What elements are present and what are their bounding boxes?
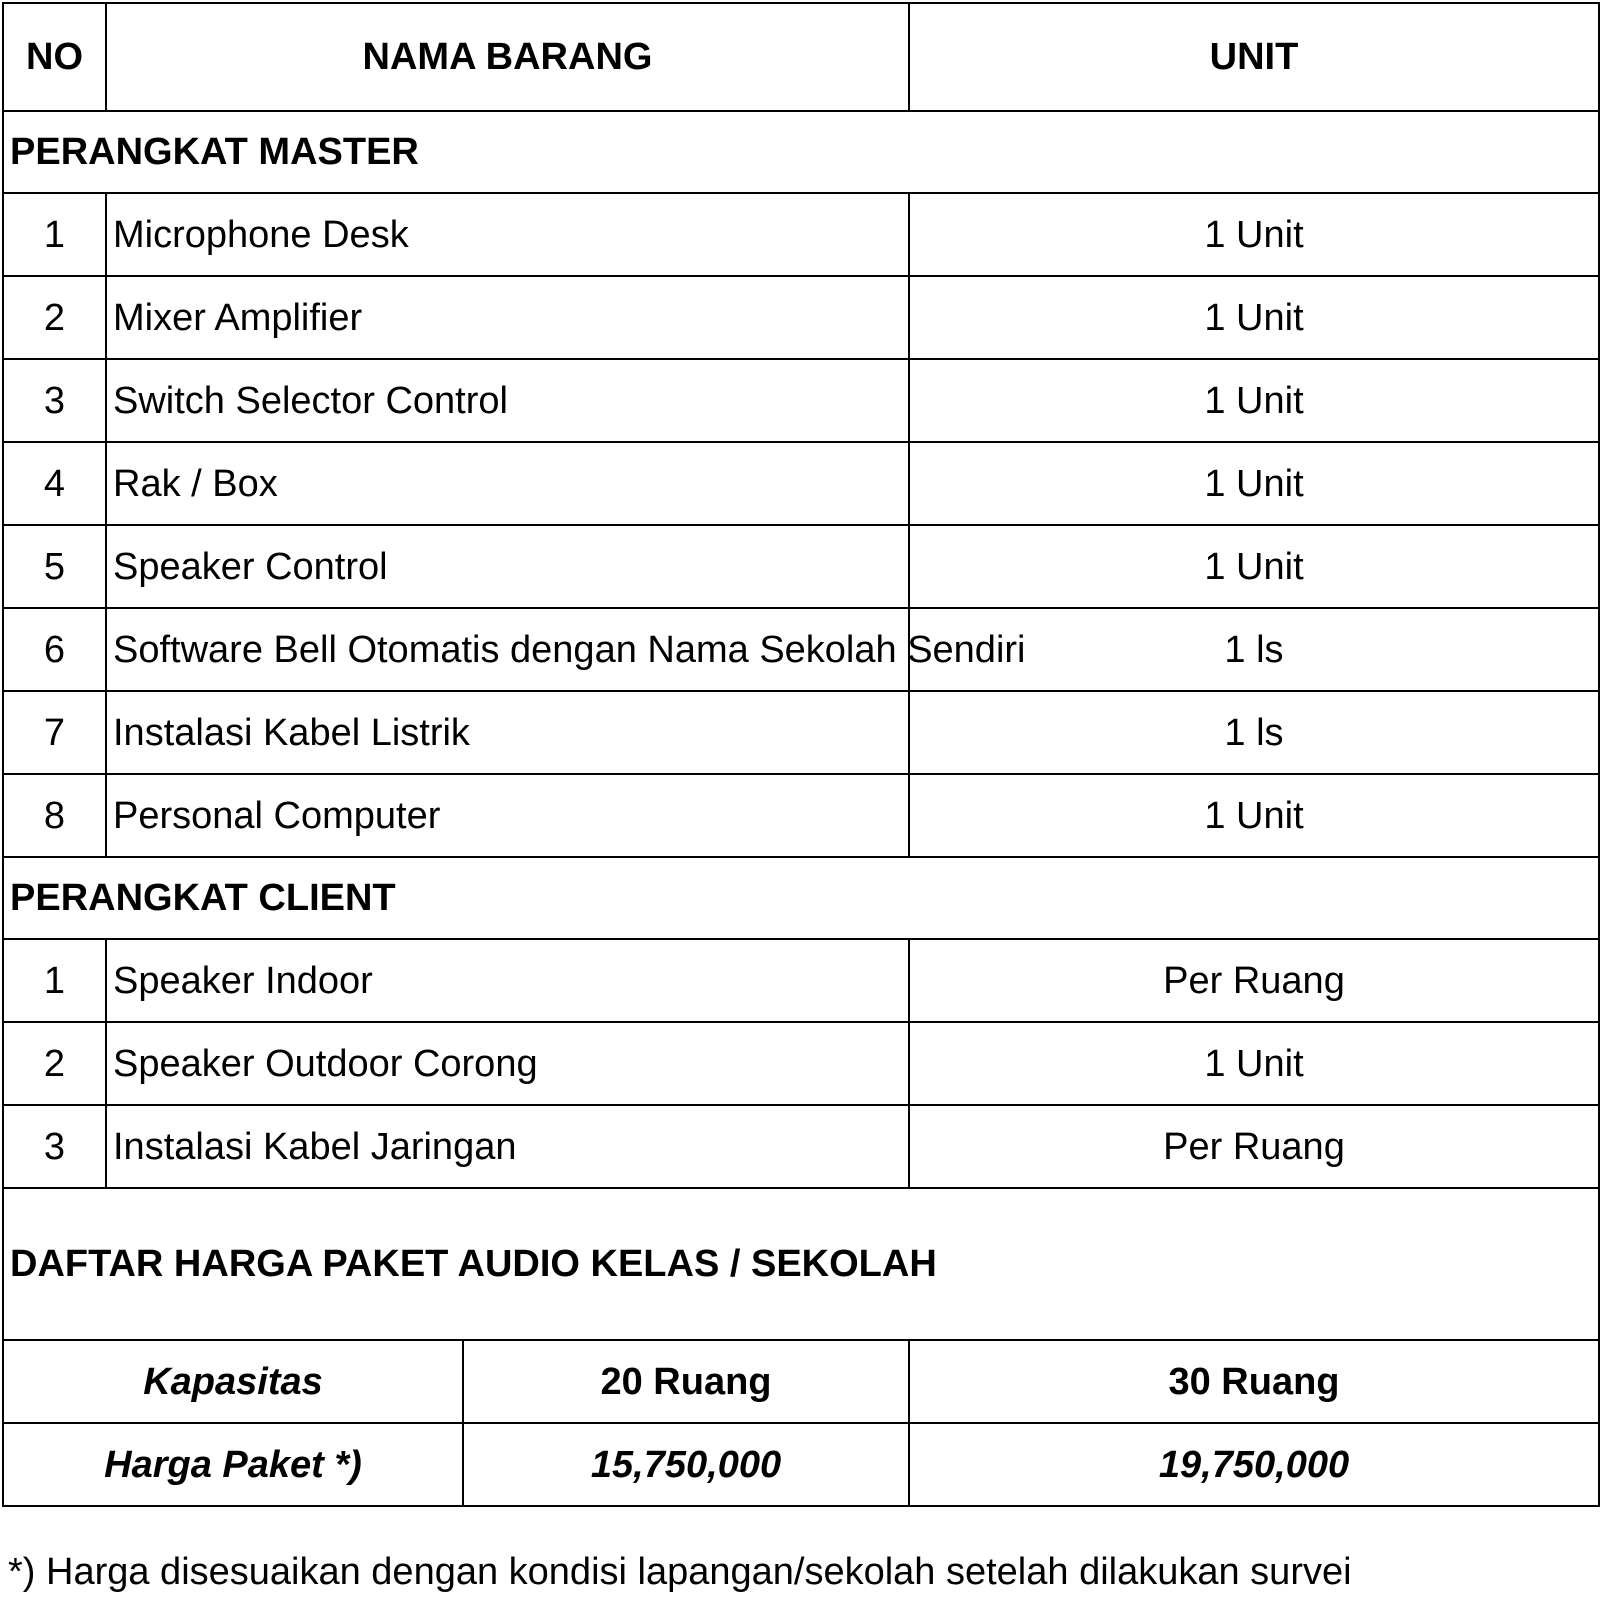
- item-no: 7: [3, 691, 106, 774]
- equipment-table: [2, 2, 1600, 1507]
- item-no: 2: [3, 1022, 106, 1105]
- table-row: [3, 525, 1599, 608]
- table-row: [3, 193, 1599, 276]
- section-row-client: [3, 857, 1599, 939]
- item-name: Instalasi Kabel Listrik: [106, 691, 909, 774]
- table-row: [3, 774, 1599, 857]
- item-unit: Per Ruang: [909, 939, 1599, 1022]
- item-no: 1: [3, 939, 106, 1022]
- price-list-title: DAFTAR HARGA PAKET AUDIO KELAS / SEKOLAH: [3, 1188, 1599, 1340]
- item-unit: Per Ruang: [909, 1105, 1599, 1188]
- item-name: Mixer Amplifier: [106, 276, 909, 359]
- equipment-sheet: [2, 2, 1598, 1507]
- price-label: Harga Paket *): [3, 1423, 463, 1506]
- item-no: 3: [3, 1105, 106, 1188]
- section-title-client: PERANGKAT CLIENT: [3, 857, 1599, 939]
- item-no: 2: [3, 276, 106, 359]
- capacity-row: [3, 1340, 1599, 1423]
- item-name: Software Bell Otomatis dengan Nama Sekolah Sendiri: [106, 608, 909, 691]
- item-no: 4: [3, 442, 106, 525]
- footnote: *) Harga disesuaikan dengan kondisi lapangan/sekolah setelah dilakukan survei: [8, 1551, 1352, 1593]
- item-no: 5: [3, 525, 106, 608]
- item-unit: 1 ls: [909, 691, 1599, 774]
- item-name: Speaker Outdoor Corong: [106, 1022, 909, 1105]
- capacity-20: 20 Ruang: [463, 1340, 909, 1423]
- header-name: NAMA BARANG: [106, 3, 909, 111]
- header-no: NO: [3, 3, 106, 111]
- table-header-row: [3, 3, 1599, 111]
- table-row: [3, 608, 1599, 691]
- item-name: Rak / Box: [106, 442, 909, 525]
- table-row: [3, 1105, 1599, 1188]
- item-unit: 1 Unit: [909, 774, 1599, 857]
- item-unit: 1 Unit: [909, 359, 1599, 442]
- table-row: [3, 691, 1599, 774]
- item-name: Instalasi Kabel Jaringan: [106, 1105, 909, 1188]
- table-row: [3, 442, 1599, 525]
- capacity-label: Kapasitas: [3, 1340, 463, 1423]
- capacity-30: 30 Ruang: [909, 1340, 1599, 1423]
- table-row: [3, 939, 1599, 1022]
- item-no: 8: [3, 774, 106, 857]
- item-no: 3: [3, 359, 106, 442]
- table-row: [3, 359, 1599, 442]
- item-unit: 1 Unit: [909, 442, 1599, 525]
- item-name: Switch Selector Control: [106, 359, 909, 442]
- item-no: 6: [3, 608, 106, 691]
- section-title-master: PERANGKAT MASTER: [3, 111, 1599, 193]
- price-row: [3, 1423, 1599, 1506]
- item-name: Microphone Desk: [106, 193, 909, 276]
- item-unit: 1 Unit: [909, 525, 1599, 608]
- table-row: [3, 1022, 1599, 1105]
- section-row-master: [3, 111, 1599, 193]
- price-30: 19,750,000: [909, 1423, 1599, 1506]
- table-row: [3, 276, 1599, 359]
- price-20: 15,750,000: [463, 1423, 909, 1506]
- item-unit: 1 ls: [909, 608, 1599, 691]
- item-unit: 1 Unit: [909, 1022, 1599, 1105]
- item-name: Speaker Indoor: [106, 939, 909, 1022]
- price-list-title-row: [3, 1188, 1599, 1340]
- item-unit: 1 Unit: [909, 193, 1599, 276]
- item-name: Speaker Control: [106, 525, 909, 608]
- item-unit: 1 Unit: [909, 276, 1599, 359]
- item-name: Personal Computer: [106, 774, 909, 857]
- item-no: 1: [3, 193, 106, 276]
- header-unit: UNIT: [909, 3, 1599, 111]
